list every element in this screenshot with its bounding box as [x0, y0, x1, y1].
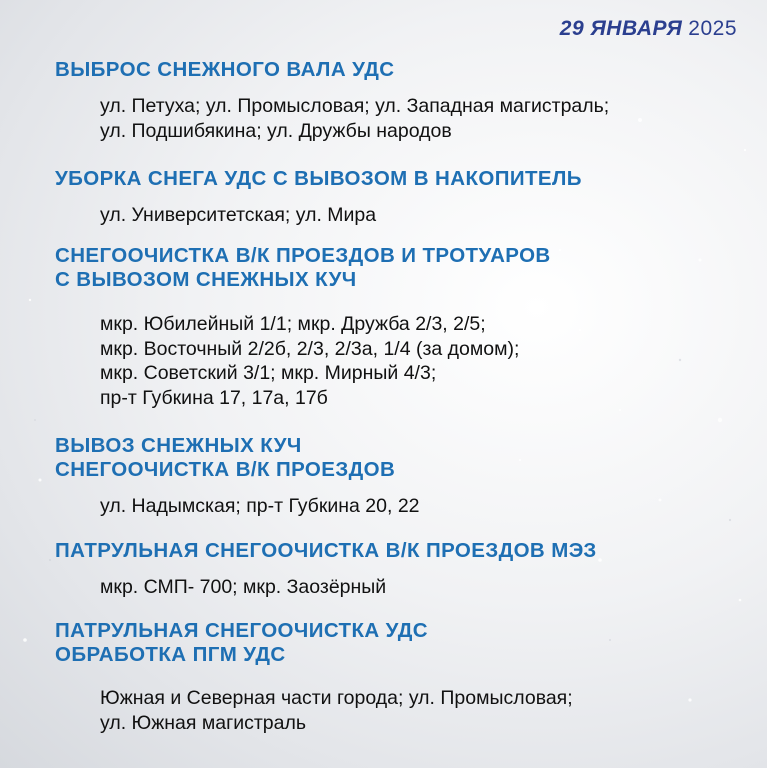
section-heading — [55, 244, 551, 292]
heading-line: СНЕГООЧИСТКА В/К ПРОЕЗДОВ — [55, 458, 396, 481]
heading-line: ВЫБРОС СНЕЖНОГО ВАЛА УДС — [55, 58, 395, 81]
section-heading — [55, 434, 420, 482]
body-line: Южная и Северная части города; ул. Промысловая; — [100, 687, 573, 709]
body-line: ул. Университетская; ул. Мира — [100, 204, 377, 226]
section-snow-piles-removal — [55, 434, 420, 519]
section-patrol-uds-pgm — [55, 619, 573, 735]
body-line: ул. Южная магистраль — [100, 711, 307, 734]
section-heading — [55, 58, 609, 82]
heading-line: ПАТРУЛЬНАЯ СНЕГООЧИСТКА УДС — [55, 619, 428, 642]
body-line: ул. Петуха; ул. Промысловая; ул. Западная магистраль; — [100, 95, 610, 117]
heading-line: СНЕГООЧИСТКА В/К ПРОЕЗДОВ И ТРОТУАРОВ — [55, 244, 551, 267]
heading-line: ВЫВОЗ СНЕЖНЫХ КУЧ — [55, 434, 302, 457]
section-body — [100, 494, 420, 519]
date-label — [560, 17, 737, 41]
body-line: мкр. СМП- 700; мкр. Заозёрный — [100, 576, 387, 598]
section-snow-removal-to-storage — [55, 167, 582, 228]
heading-line: ОБРАБОТКА ПГМ УДС — [55, 643, 286, 666]
section-snow-bank-removal — [55, 58, 609, 143]
body-line: ул. Надымская; пр-т Губкина 20, 22 — [100, 495, 420, 517]
heading-line: УБОРКА СНЕГА УДС С ВЫВОЗОМ В НАКОПИТЕЛЬ — [55, 167, 582, 190]
date-year: 2025 — [688, 17, 737, 40]
section-body — [100, 203, 582, 228]
body-line: мкр. Юбилейный 1/1; мкр. Дружба 2/3, 2/5; — [100, 313, 486, 335]
section-heading — [55, 539, 597, 563]
body-line: пр-т Губкина 17, 17а, 17б — [100, 386, 328, 409]
section-driveways-sidewalks — [55, 244, 551, 410]
section-body — [100, 312, 551, 410]
body-line: мкр. Советский 3/1; мкр. Мирный 4/3; — [100, 362, 437, 384]
section-body — [100, 94, 609, 143]
section-body — [100, 575, 597, 600]
section-body — [100, 686, 573, 735]
heading-line: С ВЫВОЗОМ СНЕЖНЫХ КУЧ — [55, 268, 357, 291]
section-heading — [55, 167, 582, 191]
date-day-month: 29 ЯНВАРЯ — [559, 17, 683, 40]
heading-line: ПАТРУЛЬНАЯ СНЕГООЧИСТКА В/К ПРОЕЗДОВ МЭЗ — [55, 539, 597, 562]
section-patrol-driveways-mez — [55, 539, 597, 600]
body-line: мкр. Восточный 2/2б, 2/3, 2/3а, 1/4 (за домом); — [100, 337, 520, 360]
section-heading — [55, 619, 573, 667]
body-line: ул. Подшибякина; ул. Дружбы народов — [100, 119, 452, 142]
